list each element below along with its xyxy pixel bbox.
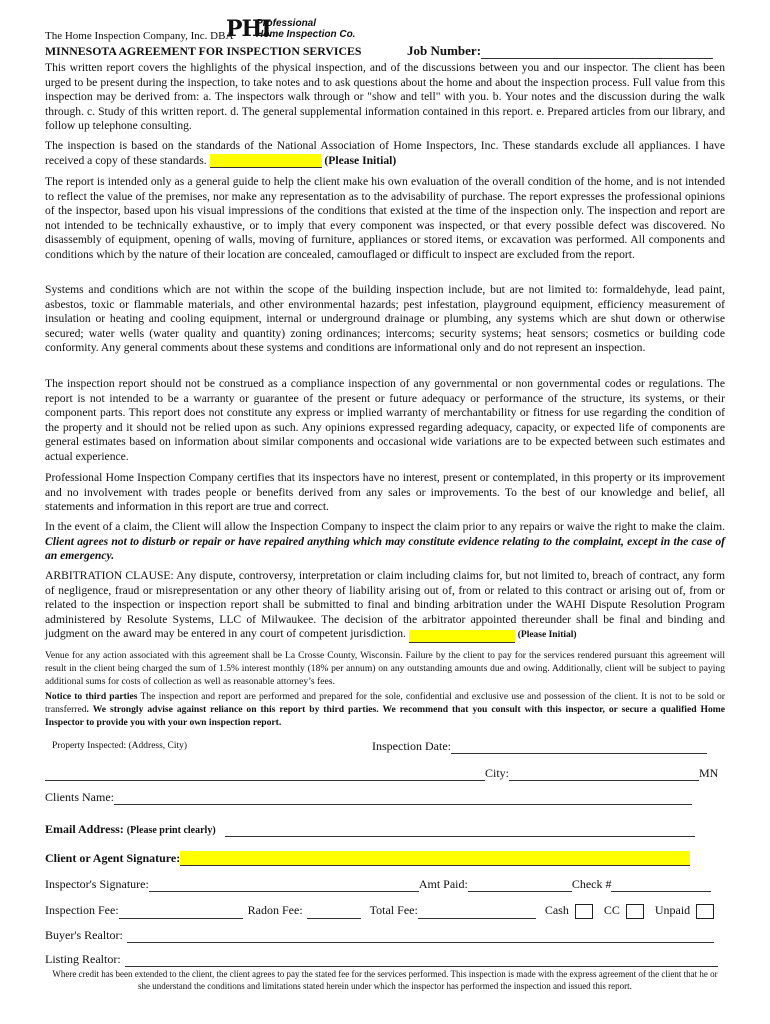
address-row xyxy=(45,766,718,781)
logo-line2: Home Inspection Co. xyxy=(256,29,356,40)
clients-name-field[interactable] xyxy=(114,791,692,805)
claim-text: In the event of a claim, the Client will allow the Inspection Company to inspect the claim prior to any repairs or waive the right to make the claim. xyxy=(45,520,725,533)
arbitration-initial-label: (Please Initial) xyxy=(517,630,577,641)
email-field[interactable] xyxy=(225,823,695,837)
paragraph-venue: Venue for any action associated with this agreement shall be La Crosse County, Wisconsin. Failure by the client to pay for the services rendered pursuant this agreement will result in the client being charged the sum of 1.5% interest monthly (18% per annum) on any outstanding amounts due and owing. Additionally, client will be subject to paying additional sums for costs of collection as well as reasonable attorney’s fees. xyxy=(45,650,725,687)
radon-fee-field[interactable] xyxy=(307,905,361,919)
check-field[interactable] xyxy=(611,878,711,892)
paragraph-report-guide: The report is intended only as a general guide to help the client make his own evaluation of the overall condition of the home, and is not intended to reflect the value of the premises, nor make any representation as to the advisability of purchase. The report expresses the professional opinions of the inspector, based upon his visual impressions of the conditions that existed at the time of the inspection only. The inspection and report are not intended to be technically exhaustive, or to imply that every component was inspected, or that every possible defect was discovered. No disassembly of equipment, opening of walls, moving of furniture, appliances or stored items, or excavation was performed. All components and conditions which by the nature of their location are concealed, camouflaged or difficult to inspect are excluded from the report. xyxy=(45,175,725,261)
job-number xyxy=(407,43,713,59)
cc-checkbox[interactable] xyxy=(626,904,644,919)
company-line: The Home Inspection Company, Inc. DBA xyxy=(45,30,234,42)
inspection-fee-field[interactable] xyxy=(119,905,243,919)
inspector-row xyxy=(45,877,711,892)
cash-checkbox[interactable] xyxy=(575,904,593,919)
paragraph-scope: Systems and conditions which are not within the scope of the building inspection include, but are not limited to: formaldehyde, lead paint, asbestos, toxic or flammable materials, and other environmental hazards; pest infestation, playground equipment, efficiency measurement of insulation or heating and cooling equipment, internal or underground drainage or plumbing, any systems which are shut down or otherwise secured; water wells (water quality and quantity) zoning ordinances; intercoms; security systems; heat sensors; cosmetics or building code conformity. Any general comments about these systems and conditions are informational only and do not represent an inspection. xyxy=(45,283,725,355)
signature-label: Client or Agent Signature: xyxy=(45,851,181,865)
paragraph-certification: Professional Home Inspection Company certifies that its inspectors have no interest, present or contemplated, in this property or its improvement and no involvement with trades people or benefits derived from any sales or improvements. To the best of our knowledge and belief, all statements and information in this report are true and correct. xyxy=(45,471,725,514)
third-parties-bold: Notice to third parties xyxy=(45,691,138,702)
claim-bold-text: Client agrees not to disturb or repair or have repaired anything which may constitute evidence relating to the complaint, except in the case of an emergency. xyxy=(45,534,725,563)
logo-line1: Professional xyxy=(256,18,317,29)
paragraph-claim xyxy=(45,520,725,564)
page-title: MINNESOTA AGREEMENT FOR INSPECTION SERVICES xyxy=(45,44,362,58)
amt-paid-label: Amt Paid: xyxy=(418,877,468,891)
footer-note: Where credit has been extended to the client, the client agrees to pay the stated fee for the services performed. This inspection is made with the express agreement of the client that he or she understand the conditions and limitations stated herein under which the inspector has performed the inspection and issued this report. xyxy=(52,969,718,992)
third-parties-text-a: The inspection and report are performed and prepared for the sole, confidential and exclusive use and possession of the client. It is not to be sold or transferred xyxy=(45,691,726,715)
paragraph-standards xyxy=(45,139,725,168)
arbitration-initial-field[interactable] xyxy=(409,630,515,643)
inspection-date-field[interactable] xyxy=(451,740,707,754)
unpaid-checkbox[interactable] xyxy=(696,904,714,919)
logo-mark: PHI xyxy=(226,16,271,42)
address-field[interactable] xyxy=(45,767,485,781)
email-label: Email Address: xyxy=(45,822,124,836)
clients-name-row xyxy=(45,790,692,805)
listing-realtor-row xyxy=(45,952,718,967)
amt-paid-field[interactable] xyxy=(468,878,572,892)
listing-realtor-label: Listing Realtor: xyxy=(45,952,121,966)
job-number-label: Job Number: xyxy=(407,43,482,58)
fees-row xyxy=(45,903,714,919)
paragraph-compliance: The inspection report should not be construed as a compliance inspection of any governmental or non governmental codes or regulations. The report is not intended to be a warranty or guarantee of the present or future adequacy or performance of the structure, its systems, or their component parts. This report does not constitute any express or implied warranty of merchantability or fitness for use regarding the condition of the property and it should not be relied upon as such. Any opinions expressed regarding adequacy, capacity, or expected life of components are general estimates based on information about similar components and occasional wide variations are to be expected between such estimates and actual experience. xyxy=(45,377,725,463)
listing-realtor-field[interactable] xyxy=(125,953,718,967)
check-label: Check # xyxy=(571,877,612,891)
inspector-sig-label: Inspector's Signature: xyxy=(45,877,149,891)
paragraph-intro: This written report covers the highlights of the physical inspection, and of the discussions between you and our inspector. The client has been urged to be present during the inspection, to take notes and to ask questions about the home and about the inspection process. Full value from this inspection may be derived from: a. The inspectors walk through or "show and tell" with you. b. Your notes and the discussion during the walk through. c. Study of this written report. d. The general supplemental information contained in this report. e. Prepared articles from our library, and follow up telephone consulting. xyxy=(45,61,725,133)
inspection-date-label: Inspection Date: xyxy=(372,739,451,753)
standards-initial-field[interactable] xyxy=(210,154,322,168)
radon-fee-label: Radon Fee: xyxy=(247,903,303,917)
paragraph-third-parties xyxy=(45,690,725,729)
clients-name-label: Clients Name: xyxy=(45,790,114,804)
signature-row xyxy=(45,851,690,866)
buyers-realtor-row xyxy=(45,928,714,943)
third-parties-text-b: . We strongly advise against reliance on this report by third parties. We recommend that you consult with this inspector, or secure a qualified Home Inspector to provide you with your own inspection report. xyxy=(45,704,725,728)
inspection-date xyxy=(372,739,707,754)
city-label: City: xyxy=(485,766,510,780)
standards-text: The inspection is based on the standards of the National Association of Home Inspectors, Inc. These standards exclude all appliances. I have received a copy of these standards. xyxy=(45,139,725,167)
total-fee-field[interactable] xyxy=(418,905,536,919)
email-row xyxy=(45,822,695,837)
email-hint: (Please print clearly) xyxy=(126,825,216,836)
state-value: MN xyxy=(699,766,719,780)
total-fee-label: Total Fee: xyxy=(369,903,418,917)
signature-field[interactable] xyxy=(180,851,690,866)
cc-label: CC xyxy=(603,903,620,917)
inspector-sig-field[interactable] xyxy=(149,878,419,892)
inspection-fee-label: Inspection Fee: xyxy=(45,903,119,917)
standards-initial-label: (Please Initial) xyxy=(324,153,397,167)
property-label: Property Inspected: (Address, City) xyxy=(52,741,188,751)
city-field[interactable] xyxy=(509,767,699,781)
buyers-realtor-label: Buyer's Realtor: xyxy=(45,928,123,942)
job-number-field[interactable] xyxy=(481,45,713,59)
arbitration-text: ARBITRATION CLAUSE: Any dispute, controversy, interpretation or claim including claims for, but not limited to, breach of contract, any form of negligence, fraud or misrepresentation or any other theory of liability arising out of, from or related to this contract or arising out of, from or related to the inspection or inspection report shall be submitted to final and binding arbitration under the WAHI Dispute Resolution Program administered by Resolute Systems, LLC of Milwaukee. The decision of the arbitrator appointed thereunder shall be final and binding and judgment on the award may be entered in any court of competent jurisdiction. xyxy=(45,569,725,641)
paragraph-arbitration xyxy=(45,569,725,643)
buyers-realtor-field[interactable] xyxy=(127,929,714,943)
unpaid-label: Unpaid xyxy=(654,903,691,917)
cash-label: Cash xyxy=(544,903,569,917)
